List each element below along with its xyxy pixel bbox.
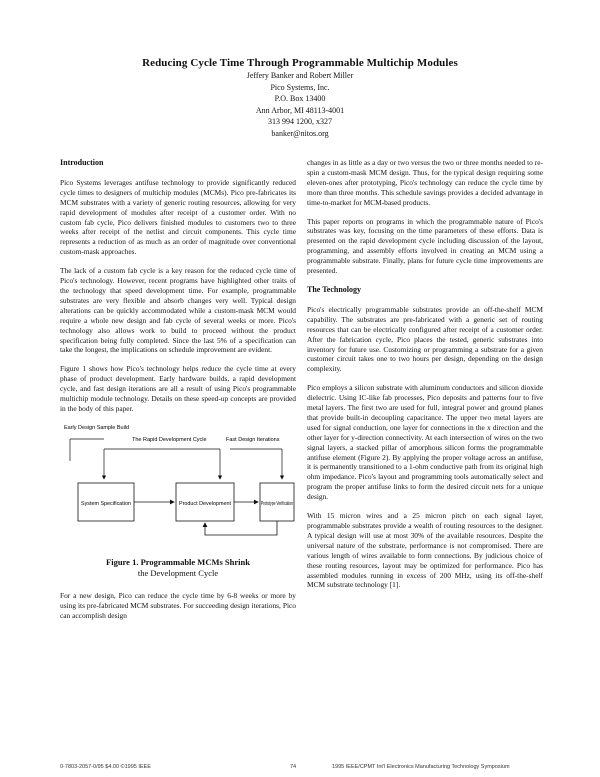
author-email: banker@nitos.org xyxy=(271,128,329,138)
intro-paragraph-1: Pico Systems leverages antifuse technology to provide significantly reduced cycle times to designers of multichip modules (MCMs). Pico pre-fabricates its MCM substrates with a variety of generic routing resources, allowing for very rapid development of modules after receipt of a customer order. With no custom fab cycle, Pico delivers finished modules to customers two to three weeks after receipt of the netlist and circuit components. This cycle time represents a reduction of as much as an order of magnitude over conventional custom-mask approaches. xyxy=(60,177,296,257)
figure-1-diagram xyxy=(60,423,296,555)
right-paragraph-1: changes in as little as a day or two versus the two or three months needed to re-spin a custom-mask MCM design. Thus, for the typical design requiring some eleven-ones after prototyping, Pico's technology can reduce the cycle time by more than three months. This schedule savings provides a decided advantage in time-to-market for MCM-based products. xyxy=(307,158,543,207)
label-early-design: Early Design Sample Build xyxy=(64,424,130,431)
figure-1-label: Figure 1. xyxy=(106,556,139,567)
intro-heading: Introduction xyxy=(60,158,104,167)
left-column xyxy=(60,158,296,630)
author-block xyxy=(0,70,600,139)
label-fast-iterations: Fast Design Iterations xyxy=(226,436,280,443)
right-paragraph-4: Pico employs a silicon substrate with aluminum conductors and silicon dioxide dielectric. Using IC-like fab processes, Pico deposits and patterns four to five metal layers. The first two are used for full, integral power and ground planes that provide built-in decoupling capacitance. The upper two metal layers are used for signal conduction, one layer for connections in the x direction and the other layer for y-direction connectivity. At each intersection of wires on the two signal layers, a stacked pillar of amorphous silicon forms the programmable antifuse element (Figure 2). By applying the proper voltage across an antifuse, it is permanently transitioned to a 1-ohm conductive path from its original high ohm impedance. Pico's layout and programming tools automatically select and program the proper antifuse links to form the desired circuit nets for a unique design. xyxy=(307,383,543,502)
rapid-bracket xyxy=(104,449,220,479)
author-phone: 313 994 1200, x327 xyxy=(268,117,332,126)
figure-1-caption-line2: the Development Cycle xyxy=(137,567,219,578)
figure-1-caption xyxy=(60,557,296,579)
product-dev-label: Product Development xyxy=(179,500,232,507)
author-city: Ann Arbor, MI 48113-4001 xyxy=(255,105,345,115)
intro-paragraph-2: The lack of a custom fab cycle is a key reason for the reduced cycle time of Pico's technology. However, recent programs have highlighted other traits of the technology that speed development time. For example, programmable substrates are very flexible and absorb changes very well. Typical design alterations can be quickly accommodated while a custom-mask MCM would require a whole new design and fab cycle of several weeks or more. Pico's technology also allows work to build to proceed without the product specification being fully completed. Since the last 5% of a specification can take the longest, the implications on schedule improvement are evident. xyxy=(60,266,296,355)
technology-heading: The Technology xyxy=(307,284,362,294)
author-names: Jeffery Banker and Robert Miller xyxy=(246,71,354,80)
paper-title: Reducing Cycle Time Through Programmable Multichip Modules xyxy=(142,57,458,69)
footer-copyright: 0-7803-2057-0/95 $4.00 ©1995 IEEE xyxy=(60,764,151,770)
fast-bracket xyxy=(230,449,282,479)
early-bracket xyxy=(70,439,104,461)
author-company: Pico Systems, Inc. xyxy=(270,82,330,92)
right-paragraph-3: Pico's electrically programmable substrates provide an off-the-shelf MCM capability. The substrates are pre-fabricated with a generic set of routing resources that can be electrically configured after receipt of a customer order. After the fabrication cycle, Pico places the tested, generic substrates into inventory for future use. Customizing or programming a substrate for a given customer circuit takes one to two hours per design, depending on the design complexity. xyxy=(307,304,543,374)
intro-paragraph-3: Figure 1 shows how Pico's technology helps reduce the cycle time at every phase of product development. Early hardware builds, a rapid development cycle, and fast design iterations are all a result of using Pico's programmable multichip module technology. Details on these speed-up concepts are provided in the body of this paper. xyxy=(60,364,296,413)
figure-1-caption-line1: Programmable MCMs Shrink xyxy=(140,556,250,567)
prototype-label: Prototype Verification xyxy=(261,500,294,507)
right-paragraph-5: With 15 micron wires and a 25 micron pitch on each signal layer, programmable substrates provide a wealth of routing resources to the designer. A typical design will use at most 30% of the available resources. Despite the universal nature of the substrate, performance is not compromised. There are various length of wires available to form connections. By judicious choice of these routing resources, layout may be optimized for performance. Pico has assembled modules running in excess of 200 MHz, using its off-the-shelf MCM substrate technology [1]. xyxy=(307,511,543,590)
label-rapid-cycle: The Rapid Development Cycle xyxy=(132,436,207,443)
footer-page-number: 74 xyxy=(290,764,297,770)
figure-1 xyxy=(60,423,296,555)
system-spec-label: System Specification xyxy=(81,500,131,507)
right-column xyxy=(307,158,543,599)
after-figure-paragraph: For a new design, Pico can reduce the cycle time by 6-8 weeks or more by using its pre-fabricated MCM substrates. For succeeding design iterations, Pico can accomplish design xyxy=(60,590,296,620)
right-paragraph-2: This paper reports on programs in which the programmable nature of Pico's substrates was key, focusing on the time parameters of these efforts. Data is presented on the rapid development cycle including discussion of the layout, programming, and assembly efforts involved in creating an MCM using a programmable substrate. Finally, plans for future cycle time improvements are presented. xyxy=(307,216,543,276)
author-po-box: P.O. Box 13400 xyxy=(274,94,326,103)
footer-conference: 1995 IEEE/CPMT Int'l Electronics Manufacturing Technology Symposium xyxy=(332,764,510,770)
arrow-iteration-loop xyxy=(205,521,277,535)
